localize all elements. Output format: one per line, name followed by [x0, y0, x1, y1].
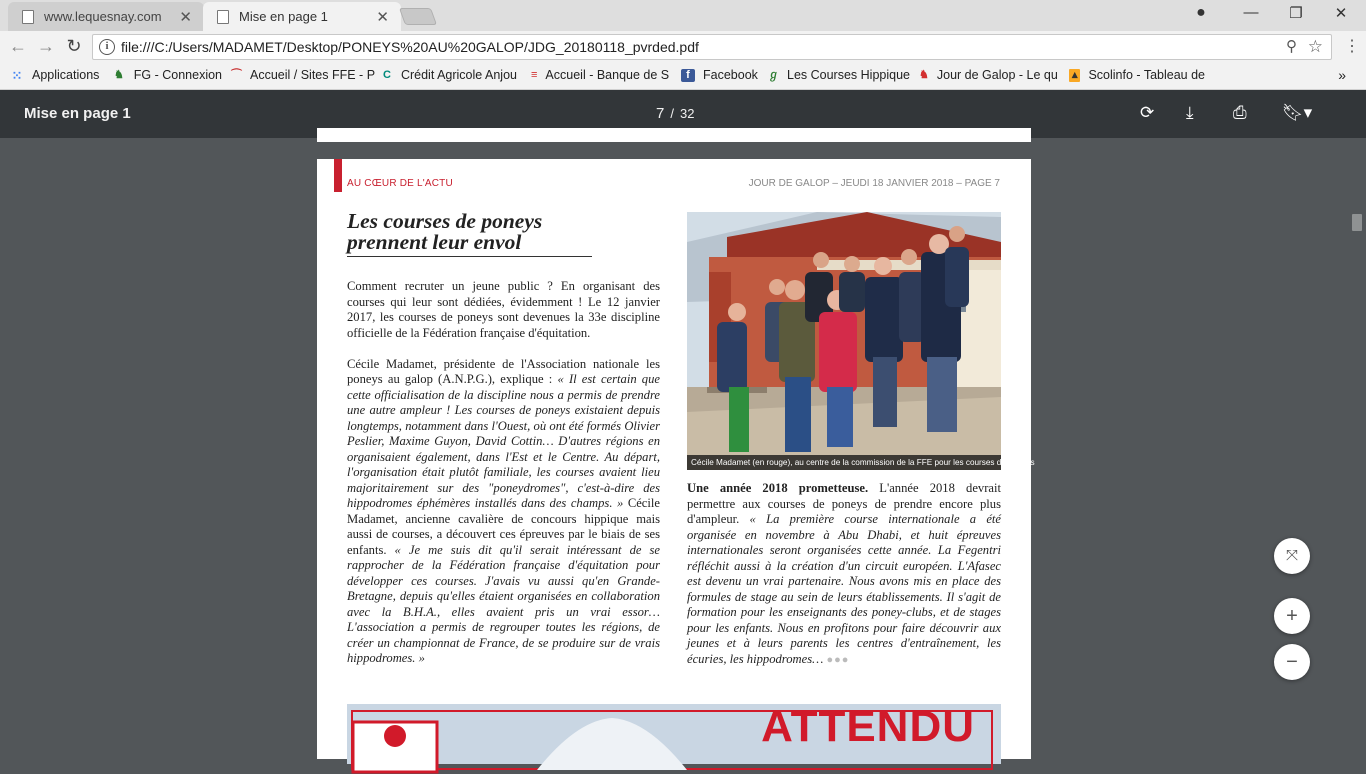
- restore-button[interactable]: ❐: [1289, 5, 1303, 22]
- new-tab-button[interactable]: [399, 8, 437, 25]
- tab-strip: [0, 0, 1366, 31]
- current-page-input[interactable]: 7: [656, 105, 665, 122]
- article-column-right: [687, 481, 1001, 668]
- ca-icon: C: [383, 68, 391, 81]
- minimize-button[interactable]: —: [1243, 4, 1259, 21]
- courses-icon: ℊ: [768, 68, 779, 81]
- article-title: Les courses de poneys prennent leur envol: [347, 211, 592, 257]
- photo-caption: Cécile Madamet (en rouge), au centre de la commission de la FFE pour les courses de poneys: [687, 455, 1001, 470]
- bookmark-scolinfo[interactable]: ▴ Scolinfo - Tableau de: [1069, 68, 1205, 82]
- print-icon[interactable]: ⎙: [1233, 103, 1247, 122]
- zoom-icon[interactable]: ⚲: [1286, 38, 1297, 55]
- rotate-icon[interactable]: ⟳: [1140, 103, 1155, 122]
- section-marker: [334, 159, 342, 192]
- bookmark-courses-hippiques[interactable]: ℊ Les Courses Hippique: [768, 68, 910, 82]
- pdf-title: Mise en page 1: [24, 105, 131, 122]
- bank-icon: ≡: [531, 68, 538, 81]
- section-label: AU CŒUR DE L'ACTU: [347, 178, 453, 189]
- zoom-out-button[interactable]: −: [1274, 644, 1310, 680]
- article-column-left: [347, 279, 660, 682]
- continue-dots: ●●●: [826, 653, 850, 666]
- forward-button[interactable]: →: [37, 36, 55, 56]
- bookmark-menu-icon[interactable]: 🔖︎▾: [1282, 103, 1313, 122]
- tab-lequesnay[interactable]: [8, 2, 204, 31]
- page-icon: [22, 10, 34, 24]
- apps-grid-icon: ⁙: [11, 67, 23, 83]
- profile-icon[interactable]: ●: [1196, 4, 1206, 21]
- tab-title: www.lequesnay.com: [44, 9, 162, 24]
- navigation-bar: [0, 31, 1366, 63]
- bookmark-applications[interactable]: ⁙ Applications: [11, 67, 100, 83]
- more-bookmarks-icon[interactable]: »: [1338, 67, 1346, 83]
- back-button[interactable]: ←: [9, 36, 27, 56]
- url-text: file:///C:/Users/MADAMET/Desktop/PONEYS%20AU%20GALOP/JDG_20180118_pvrded.pdf: [121, 39, 699, 55]
- ad-headline: ATTENDU: [761, 702, 975, 751]
- tab-title: Mise en page 1: [239, 9, 328, 24]
- pdf-page: [317, 159, 1035, 759]
- download-icon[interactable]: ⤓: [1186, 103, 1194, 122]
- group-photo: [687, 212, 1001, 470]
- fit-to-page-button[interactable]: ⤧: [1274, 538, 1310, 574]
- close-icon[interactable]: ✕: [179, 9, 192, 26]
- bookmark-star-icon[interactable]: ☆: [1307, 37, 1323, 56]
- zoom-in-button[interactable]: +: [1274, 598, 1310, 634]
- page-header: JOUR DE GALOP – JEUDI 18 JANVIER 2018 – PAGE 7: [748, 178, 1000, 189]
- page-icon: [217, 10, 229, 24]
- total-pages: 32: [679, 106, 695, 121]
- reload-button[interactable]: ↻: [66, 36, 82, 56]
- bookmark-banque[interactable]: ≡ Accueil - Banque de S: [531, 68, 670, 82]
- ffe-icon: ⌒: [231, 68, 242, 81]
- bookmarks-bar: [0, 63, 1366, 90]
- facebook-icon: f: [681, 69, 695, 82]
- paragraph-interview: Cécile Madamet, présidente de l'Association nationale les poneys au galop (A.N.P.G.), explique : « Il est certain que cette officialisation de la discipline nous a permis de prendre une autre ampleur ! Les courses de poneys existaient depuis longtemps, notamment dans l'Ouest, où ont été formés Olivier Peslier, Maxime Guyon, David Cottin… D'autres régions en organisaient également, dans l'Est et le Centre. Au départ, l'organisation était plutôt familiale, les courses avaient lieu majoritairement sur des "poneydromes", c'est-à-dire des hippodromes éphémères installés dans des champs. » Cécile Madamet, ancienne cavalière de concours hippique mais aussi de courses, a découvert ces épreuves par le biais de ses enfants. « Je me suis dit qu'il serait intéressant de se rapprocher de la Fédération française d'équitation pour développer ces courses. J'avais vu aussi qu'en Grande-Bretagne, depuis qu'elles étaient organisées en collaboration avec la B.H.A., elles avaient pris un vrai essor… L'association a permis de regrouper toutes les régions, de créer un championnat de France, de se produire sur de vrais hippodromes. »: [347, 356, 660, 665]
- ad-mountain: [537, 710, 687, 770]
- page-indicator: 7 / 32: [656, 105, 695, 122]
- bookmark-fg-connexion[interactable]: ♞ FG - Connexion: [113, 68, 222, 82]
- advertisement-banner: [347, 704, 1001, 764]
- chrome-menu-button[interactable]: ⋮: [1344, 38, 1360, 55]
- address-bar[interactable]: [92, 34, 1332, 60]
- bookmark-jour-de-galop[interactable]: ♞ Jour de Galop - Le qu: [919, 68, 1058, 82]
- close-icon[interactable]: ✕: [376, 9, 389, 26]
- bookmark-credit-agricole[interactable]: C Crédit Agricole Anjou: [383, 68, 517, 82]
- bookmark-facebook[interactable]: f Facebook: [681, 68, 761, 82]
- horse-icon: ♞: [113, 68, 124, 81]
- info-icon[interactable]: i: [99, 39, 115, 55]
- ad-logo: [353, 714, 443, 774]
- pdf-viewer[interactable]: [0, 138, 1366, 751]
- bookmark-ffe[interactable]: ⌒ Accueil / Sites FFE - P: [231, 68, 376, 82]
- paragraph-2018: Une année 2018 prometteuse. L'année 2018 devrait permettre aux courses de poneys de prendre encore plus d'ampleur. « La première course internationale a été organisée en novembre à Abu Dhabi, et huit épreuves internationales seront organisées cette année. La Fegentri réfléchit aussi à la création d'un circuit européen. L'Afasec est devenu un vrai partenaire. Nous avons mis en place des formules de stage au sein de leurs établissements. Il s'agit de formation pour les enseignants des poney-clubs, et de stages pour les enfants. Nous en profitons pour faire découvrir aux jeunes et à leurs parents les centres d'entraînement, les écuries, les hippodromes… ●●●: [687, 481, 1002, 666]
- tab-mise-en-page[interactable]: [203, 2, 401, 31]
- paragraph-intro: Comment recruter un jeune public ? En organisant des courses qui leur sont dédiées, évidemment ! Le 12 janvier 2017, les courses de poneys sont devenues la 33e discipline officielle de la Fédération française d'équitation.: [347, 279, 660, 340]
- close-window-button[interactable]: ✕: [1334, 5, 1348, 22]
- scrollbar-thumb[interactable]: [1352, 214, 1362, 231]
- jdg-icon: ♞: [919, 68, 929, 81]
- article-photo: [687, 212, 1035, 470]
- previous-page-edge: [317, 128, 1031, 142]
- scolinfo-icon: ▴: [1069, 69, 1080, 82]
